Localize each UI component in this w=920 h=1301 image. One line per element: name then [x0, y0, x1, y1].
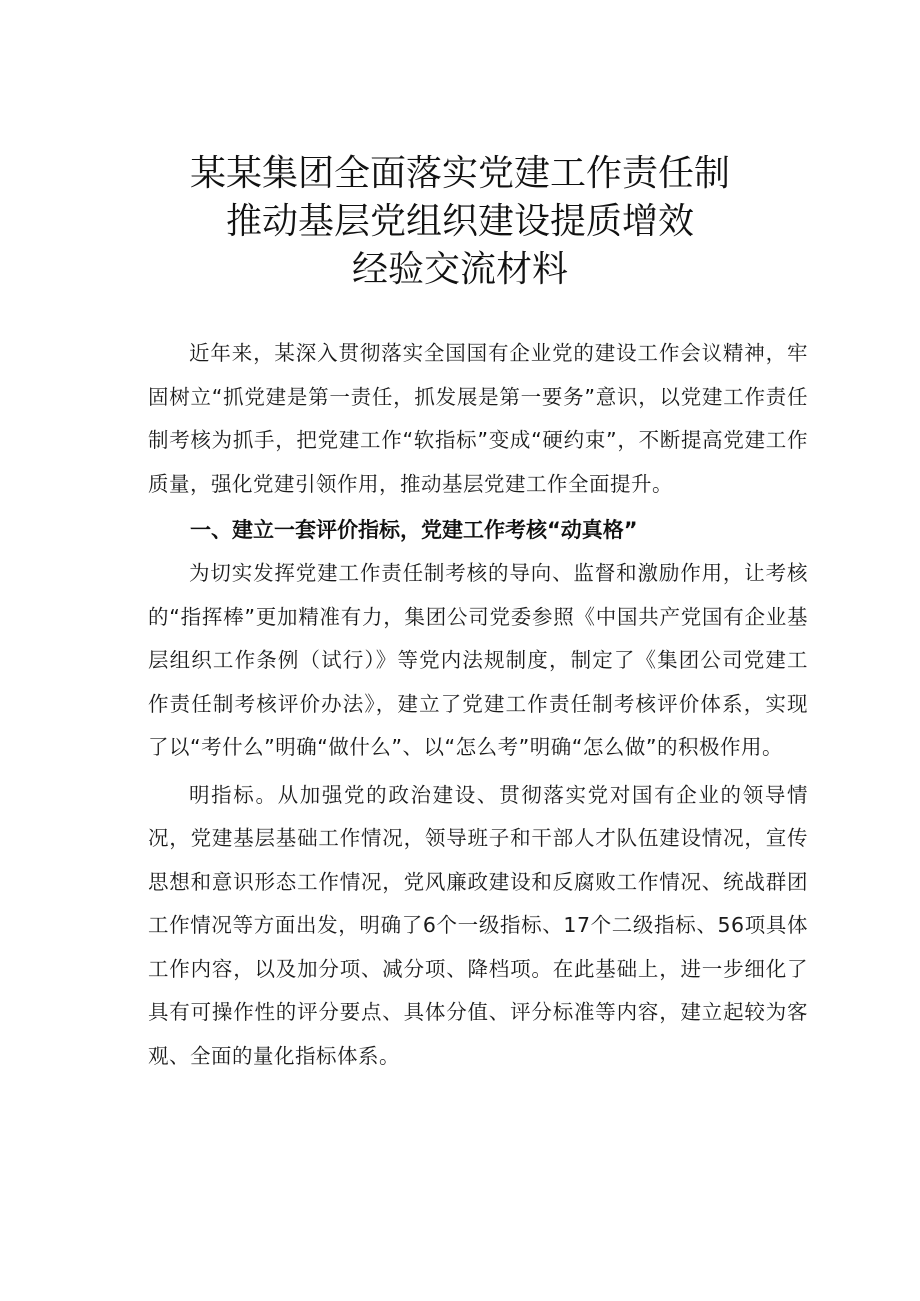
intro-paragraph: 近年来，某深入贯彻落实全国国有企业党的建设工作会议精神，牢固树立“抓党建是第一责任，抓发展是第一要务”意识，以党建工作责任制考核为抓手，把党建工作“软指标”变成“硬约束”，不断提高党建工作质量，强化党建引领作用，推动基层党建工作全面提升。: [148, 341, 808, 496]
title-line-2: 推动基层党组织建设提质增效: [225, 201, 694, 242]
document-title: [0, 150, 920, 294]
title-line-3: 经验交流材料: [351, 249, 568, 290]
section-1-paragraph-2: 明指标。从加强党的政治建设、贯彻落实党对国有企业的领导情况，党建基层基础工作情况，领导班子和干部人才队伍建设情况，宣传思想和意识形态工作情况，党风廉政建设和反腐败工作情况、统战群团工作情况等方面出发，明确了6个一级指标、17个二级指标、56项具体工作内容，以及加分项、减分项、降档项。在此基础上，进一步细化了具有可操作性的评分要点、具体分值、评分标准等内容，建立起较为客观、全面的量化指标体系。: [148, 782, 808, 1068]
section-heading-1: 一、建立一套评价指标，党建工作考核“动真格”: [190, 518, 638, 542]
title-line-1: 某某集团全面落实党建工作责任制: [189, 153, 730, 194]
document-body: [148, 332, 808, 1078]
section-1-paragraph-1: 为切实发挥党建工作责任制考核的导向、监督和激励作用，让考核的“指挥棒”更加精准有力，集团公司党委参照《中国共产党国有企业基层组织工作条例（试行）》等党内法规制度，制定了《集团公司党建工作责任制考核评价办法》，建立了党建工作责任制考核评价体系，实现了以“考什么”明确“做什么”、以“怎么考”明确“怎么做”的积极作用。: [148, 561, 808, 759]
